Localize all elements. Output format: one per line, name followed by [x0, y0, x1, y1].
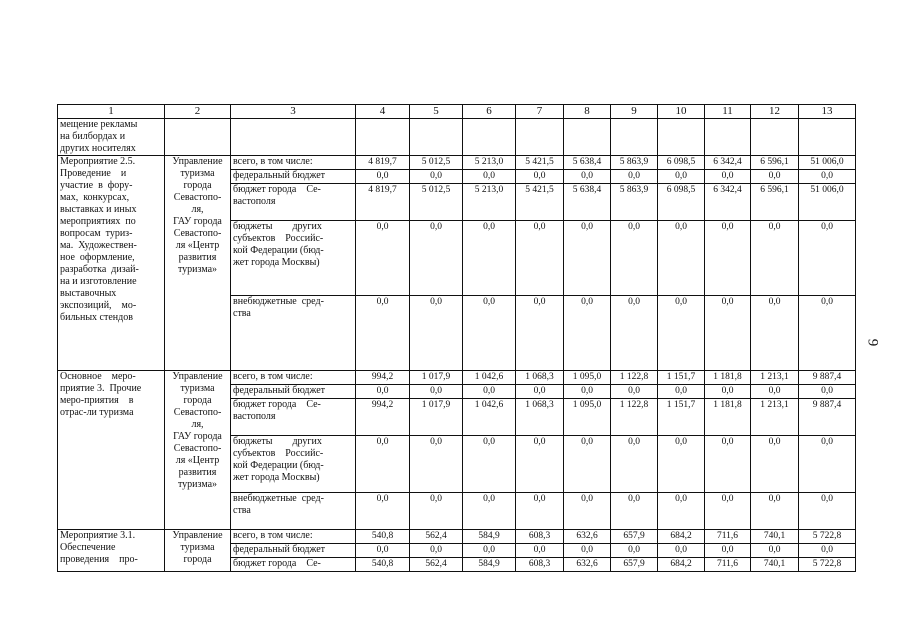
funding-source: бюджеты других субъектов Российс- кой Федерации (бюд- жет города Москвы) [231, 436, 356, 493]
value-cell: 0,0 [463, 221, 516, 296]
value-cell: 0,0 [751, 296, 799, 371]
funding-source: федеральный бюджет [231, 544, 356, 558]
funding-source: федеральный бюджет [231, 385, 356, 399]
value-cell: 0,0 [799, 221, 856, 296]
funding-source: бюджеты других субъектов Российс- кой Федерации (бюд- жет города Москвы) [231, 221, 356, 296]
empty-cell [658, 119, 705, 156]
header-cell: 2 [165, 105, 231, 119]
funding-source: федеральный бюджет [231, 170, 356, 184]
header-cell: 13 [799, 105, 856, 119]
value-cell: 0,0 [516, 493, 564, 530]
value-cell: 0,0 [564, 385, 611, 399]
value-cell: 0,0 [356, 544, 410, 558]
value-cell: 5 213,0 [463, 156, 516, 170]
value-cell: 0,0 [751, 493, 799, 530]
value-cell: 0,0 [564, 544, 611, 558]
value-cell: 0,0 [658, 170, 705, 184]
value-cell: 740,1 [751, 558, 799, 572]
empty-cell [516, 119, 564, 156]
value-cell: 0,0 [564, 221, 611, 296]
empty-cell [165, 119, 231, 156]
value-cell: 994,2 [356, 371, 410, 385]
value-cell: 562,4 [410, 530, 463, 544]
value-cell: 0,0 [705, 493, 751, 530]
value-cell: 0,0 [356, 296, 410, 371]
value-cell: 6 596,1 [751, 184, 799, 221]
value-cell: 51 006,0 [799, 184, 856, 221]
value-cell: 0,0 [516, 385, 564, 399]
value-cell: 632,6 [564, 530, 611, 544]
value-cell: 4 819,7 [356, 184, 410, 221]
header-cell: 7 [516, 105, 564, 119]
table-row [58, 119, 856, 156]
value-cell: 5 421,5 [516, 156, 564, 170]
value-cell: 0,0 [463, 170, 516, 184]
value-cell: 0,0 [410, 385, 463, 399]
value-cell: 1 017,9 [410, 371, 463, 385]
value-cell: 0,0 [705, 436, 751, 493]
empty-cell [356, 119, 410, 156]
value-cell: 0,0 [611, 544, 658, 558]
value-cell: 1 122,8 [611, 371, 658, 385]
value-cell: 5 638,4 [564, 156, 611, 170]
header-cell: 4 [356, 105, 410, 119]
value-cell: 0,0 [705, 296, 751, 371]
value-cell: 1 151,7 [658, 399, 705, 436]
value-cell: 0,0 [356, 493, 410, 530]
value-cell: 0,0 [356, 221, 410, 296]
value-cell: 5 638,4 [564, 184, 611, 221]
value-cell: 0,0 [751, 436, 799, 493]
value-cell: 5 863,9 [611, 184, 658, 221]
value-cell: 0,0 [751, 385, 799, 399]
value-cell: 0,0 [564, 296, 611, 371]
value-cell: 0,0 [611, 436, 658, 493]
value-cell: 0,0 [410, 221, 463, 296]
funding-source: бюджет города Се- вастополя [231, 399, 356, 436]
value-cell: 5 213,0 [463, 184, 516, 221]
value-cell: 0,0 [356, 436, 410, 493]
empty-cell [410, 119, 463, 156]
value-cell: 5 012,5 [410, 184, 463, 221]
empty-cell [799, 119, 856, 156]
value-cell: 6 098,5 [658, 184, 705, 221]
value-cell: 1 213,1 [751, 399, 799, 436]
funding-source: всего, в том числе: [231, 371, 356, 385]
activity-name: Мероприятие 3.1. Обеспечение проведения про- [58, 530, 165, 572]
value-cell: 0,0 [410, 296, 463, 371]
header-cell: 1 [58, 105, 165, 119]
value-cell: 1 042,6 [463, 399, 516, 436]
value-cell: 608,3 [516, 558, 564, 572]
value-cell: 5 863,9 [611, 156, 658, 170]
empty-cell [564, 119, 611, 156]
value-cell: 0,0 [463, 385, 516, 399]
value-cell: 0,0 [658, 436, 705, 493]
empty-cell [611, 119, 658, 156]
funding-source: бюджет города Се- вастополя [231, 184, 356, 221]
value-cell: 1 181,8 [705, 371, 751, 385]
value-cell: 0,0 [463, 544, 516, 558]
header-cell: 5 [410, 105, 463, 119]
table-body [58, 105, 856, 572]
value-cell: 0,0 [751, 221, 799, 296]
value-cell: 0,0 [516, 221, 564, 296]
value-cell: 0,0 [564, 493, 611, 530]
header-cell: 8 [564, 105, 611, 119]
value-cell: 657,9 [611, 558, 658, 572]
activity-name: мещение рекламы на билбордах и других носителях [58, 119, 165, 156]
value-cell: 562,4 [410, 558, 463, 572]
value-cell: 0,0 [705, 170, 751, 184]
value-cell: 0,0 [516, 170, 564, 184]
value-cell: 0,0 [516, 296, 564, 371]
value-cell: 0,0 [799, 296, 856, 371]
value-cell: 0,0 [463, 436, 516, 493]
value-cell: 0,0 [611, 170, 658, 184]
budget-table [57, 104, 856, 572]
empty-cell [705, 119, 751, 156]
header-cell: 6 [463, 105, 516, 119]
value-cell: 0,0 [799, 493, 856, 530]
table-row [58, 156, 856, 170]
value-cell: 0,0 [658, 296, 705, 371]
header-cell: 9 [611, 105, 658, 119]
value-cell: 5 722,8 [799, 558, 856, 572]
empty-cell [463, 119, 516, 156]
value-cell: 632,6 [564, 558, 611, 572]
value-cell: 1 151,7 [658, 371, 705, 385]
page-number: 9 [864, 338, 881, 347]
value-cell: 9 887,4 [799, 399, 856, 436]
value-cell: 0,0 [564, 170, 611, 184]
value-cell: 711,6 [705, 530, 751, 544]
value-cell: 0,0 [611, 296, 658, 371]
value-cell: 1 042,6 [463, 371, 516, 385]
value-cell: 6 596,1 [751, 156, 799, 170]
value-cell: 0,0 [611, 493, 658, 530]
value-cell: 584,9 [463, 530, 516, 544]
value-cell: 1 068,3 [516, 371, 564, 385]
value-cell: 0,0 [564, 436, 611, 493]
value-cell: 0,0 [751, 544, 799, 558]
value-cell: 0,0 [658, 385, 705, 399]
value-cell: 540,8 [356, 558, 410, 572]
value-cell: 1 213,1 [751, 371, 799, 385]
value-cell: 1 122,8 [611, 399, 658, 436]
value-cell: 4 819,7 [356, 156, 410, 170]
value-cell: 9 887,4 [799, 371, 856, 385]
funding-source: внебюджетные сред- ства [231, 493, 356, 530]
table-row [58, 530, 856, 544]
value-cell: 1 181,8 [705, 399, 751, 436]
value-cell: 1 017,9 [410, 399, 463, 436]
funding-source: бюджет города Се- [231, 558, 356, 572]
value-cell: 994,2 [356, 399, 410, 436]
header-cell: 12 [751, 105, 799, 119]
value-cell: 0,0 [705, 221, 751, 296]
value-cell: 0,0 [611, 385, 658, 399]
executor: Управление туризма города [165, 530, 231, 572]
value-cell: 0,0 [611, 221, 658, 296]
value-cell: 6 098,5 [658, 156, 705, 170]
executor: Управление туризма города Севастопо- ля, ГАУ города Севастопо- ля «Центр развития туризма» [165, 371, 231, 530]
value-cell: 0,0 [356, 170, 410, 184]
funding-source: всего, в том числе: [231, 530, 356, 544]
value-cell: 1 095,0 [564, 399, 611, 436]
value-cell: 0,0 [410, 436, 463, 493]
value-cell: 1 095,0 [564, 371, 611, 385]
value-cell: 51 006,0 [799, 156, 856, 170]
value-cell: 0,0 [658, 493, 705, 530]
value-cell: 0,0 [463, 493, 516, 530]
value-cell: 5 421,5 [516, 184, 564, 221]
value-cell: 6 342,4 [705, 156, 751, 170]
value-cell: 5 722,8 [799, 530, 856, 544]
value-cell: 0,0 [799, 170, 856, 184]
value-cell: 0,0 [705, 385, 751, 399]
funding-source: внебюджетные сред- ства [231, 296, 356, 371]
value-cell: 0,0 [799, 544, 856, 558]
value-cell: 0,0 [705, 544, 751, 558]
value-cell: 608,3 [516, 530, 564, 544]
value-cell: 0,0 [516, 544, 564, 558]
value-cell: 0,0 [658, 221, 705, 296]
value-cell: 0,0 [799, 436, 856, 493]
value-cell: 0,0 [463, 296, 516, 371]
header-cell: 3 [231, 105, 356, 119]
empty-cell [231, 119, 356, 156]
value-cell: 0,0 [410, 493, 463, 530]
value-cell: 0,0 [516, 436, 564, 493]
value-cell: 540,8 [356, 530, 410, 544]
value-cell: 711,6 [705, 558, 751, 572]
value-cell: 0,0 [799, 385, 856, 399]
header-cell: 10 [658, 105, 705, 119]
value-cell: 0,0 [751, 170, 799, 184]
value-cell: 5 012,5 [410, 156, 463, 170]
header-row [58, 105, 856, 119]
value-cell: 657,9 [611, 530, 658, 544]
header-cell: 11 [705, 105, 751, 119]
executor: Управление туризма города Севастопо- ля, ГАУ города Севастопо- ля «Центр развития туризма» [165, 156, 231, 371]
value-cell: 584,9 [463, 558, 516, 572]
value-cell: 684,2 [658, 558, 705, 572]
activity-name: Основное меро- приятие 3. Прочие меро-приятия в отрас-ли туризма [58, 371, 165, 530]
value-cell: 684,2 [658, 530, 705, 544]
value-cell: 6 342,4 [705, 184, 751, 221]
value-cell: 0,0 [658, 544, 705, 558]
activity-name: Мероприятие 2.5. Проведение и участие в фору- мах, конкурсах, выставках и иных мероприятиях по вопросам туриз- ма. Художествен- ное оформление, разработка дизай- на и изготовление выставочных экспозиций, мо- бильных стендов [58, 156, 165, 371]
value-cell: 0,0 [356, 385, 410, 399]
funding-source: всего, в том числе: [231, 156, 356, 170]
value-cell: 0,0 [410, 170, 463, 184]
value-cell: 1 068,3 [516, 399, 564, 436]
value-cell: 0,0 [410, 544, 463, 558]
empty-cell [751, 119, 799, 156]
value-cell: 740,1 [751, 530, 799, 544]
table-row [58, 371, 856, 385]
